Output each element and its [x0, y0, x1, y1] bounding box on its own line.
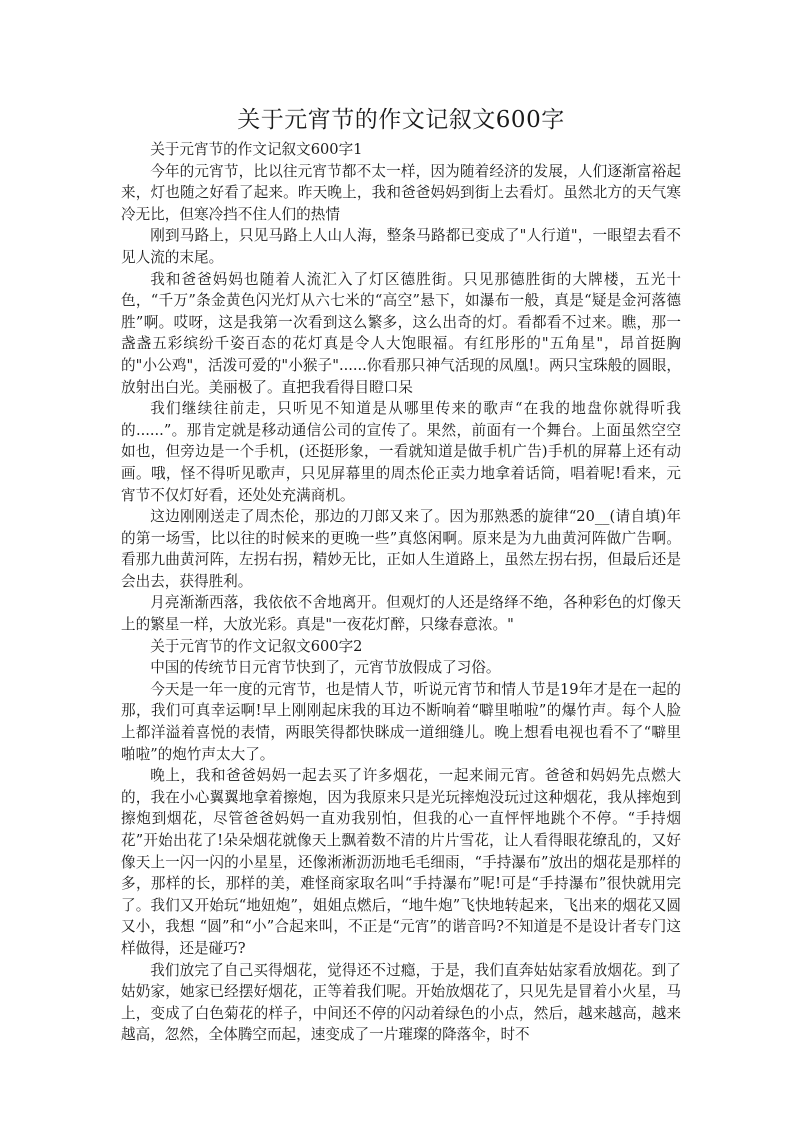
- paragraph: 今年的元宵节，比以往元宵节都不太一样，因为随着经济的发展，人们逐渐富裕起来，灯也随之好看了起来。昨天晚上，我和爸爸妈妈到街上去看灯。虽然北方的天气寒冷无比，但寒冷挡不住人们的热情: [121, 162, 681, 223]
- subheading-2: 关于元宵节的作文记叙文600字2: [150, 637, 363, 655]
- paragraph: 月亮渐渐西落，我依依不舍地离开。但观灯的人还是络绎不绝，各种彩色的灯像天上的繁星一样，大放光彩。真是"一夜花灯醉，只缘春意浓。": [121, 594, 681, 634]
- document-body: [121, 139, 681, 1046]
- paragraph: 中国的传统节日元宵节快到了，元宵节放假成了习俗。: [150, 659, 501, 677]
- document-title: 关于元宵节的作文记叙文600字: [237, 107, 565, 133]
- paragraph: 这边刚刚送走了周杰伦，那边的刀郎又来了。因为那熟悉的旋律“20__(请自填)年的第一场雪，比以往的时候来的更晚一些”真悠闲啊。原来是为九曲黄河阵做广告啊。看那九曲黄河阵，左拐右拐，精妙无比，正如人生道路上，虽然左拐右拐，但最后还是会出去，获得胜利。: [121, 508, 681, 590]
- paragraph: 我们继续往前走，只听见不知道是从哪里传来的歌声“在我的地盘你就得听我的......”。那肯定就是移动通信公司的宣传了。果然，前面有一个舞台。上面虽然空空如也，但旁边是一个手机，(还挺形象，一看就知道是做手机广告)手机的屏幕上还有动画。哦，怪不得听见歌声，只见屏幕里的周杰伦正卖力地拿着话筒，唱着呢!看来，元宵节不仅灯好看，还处处充满商机。: [121, 400, 681, 504]
- paragraph: 刚到马路上，只见马路上人山人海，整条马路都已变成了"人行道"，一眼望去看不见人流的末尾。: [121, 227, 681, 266]
- paragraph: 今天是一年一度的元宵节，也是情人节，听说元宵节和情人节是19年才是在一起的那，我们可真幸运啊!早上刚刚起床我的耳边不断响着“噼里啪啦”的爆竹声。每个人脸上都洋溢着喜悦的表情，两眼笑得都快眯成一道细缝儿。晚上想看电视也看不了“噼里啪啦”的炮竹声太大了。: [121, 680, 681, 763]
- paragraph: 我和爸爸妈妈也随着人流汇入了灯区德胜街。只见那德胜街的大牌楼，五光十色，“千万”条金黄色闪光灯从六七米的“高空”悬下，如瀑布一般，真是“疑是金河落德胜”啊。哎呀，这是我第一次看到这么繁多，这么出奇的灯。看都看不过来。瞧，那一盏盏五彩缤纷千姿百态的花灯真是令人大饱眼福。有红彤彤的"五角星"，昂首挺胸的"小公鸡"，活泼可爱的"小猴子"......你看那只神气活现的凤凰!。两只宝珠般的圆眼，放射出白光。美丽极了。直把我看得目瞪口呆: [121, 270, 681, 396]
- subheading-1: 关于元宵节的作文记叙文600字1: [150, 141, 363, 158]
- document-page: [121, 103, 681, 1046]
- paragraph: 晚上，我和爸爸妈妈一起去买了许多烟花，一起来闹元宵。爸爸和妈妈先点燃大的，我在小心翼翼地拿着擦炮，因为我原来只是光玩摔炮没玩过这种烟花，我从摔炮到擦炮到烟花，尽管爸爸妈妈一直劝我别怕，但我的心一直怦怦地跳个不停。“手持烟花”开始出花了!朵朵烟花就像天上飘着数不清的片片雪花，让人看得眼花缭乱的，又好像天上一闪一闪的小星星，还像淅淅沥沥地毛毛细雨，“手持瀑布”放出的烟花是那样的多，那样的长，那样的美，难怪商家取名叫“手持瀑布”呢!可是“手持瀑布”很快就用完了。我们又开始玩“地妞炮”，姐姐点燃后，“地牛炮”飞快地转起来，飞出来的烟花又圆又小，我想 “圆”和“小”合起来叫，不正是“元宵”的谐音吗?不知道是不是设计者专门这样做得，还是碰巧?: [121, 767, 681, 957]
- paragraph: 我们放完了自己买得烟花，觉得还不过瘾，于是，我们直奔姑姑家看放烟花。到了姑奶家，她家已经摆好烟花，正等着我们呢。开始放烟花了，只见先是冒着小火星，马上，变成了白色菊花的样子，中间还不停的闪动着绿色的小点，然后，越来越高，越来越高，忽然，全体腾空而起，速变成了一片璀璨的降落伞，时不: [121, 961, 681, 1044]
